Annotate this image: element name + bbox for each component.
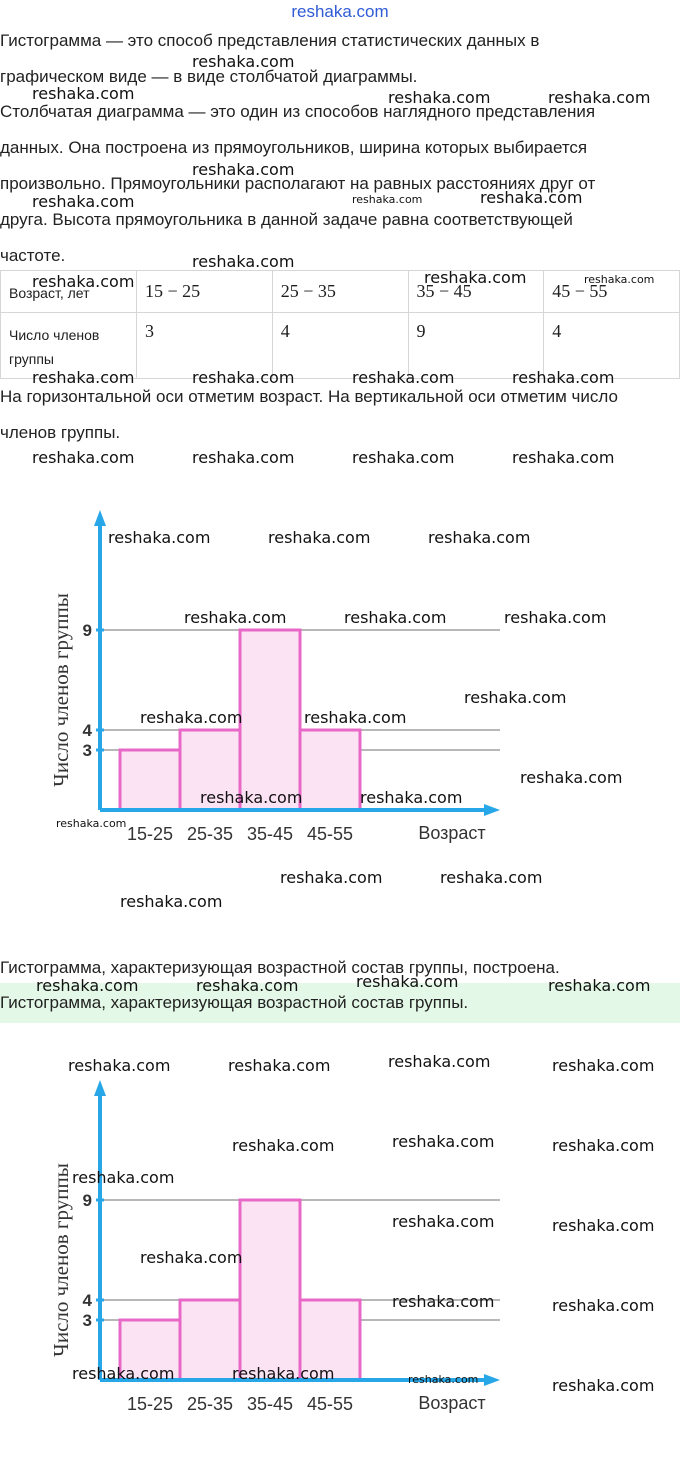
watermark: reshaka.com (140, 1248, 243, 1267)
watermark: reshaka.com (548, 976, 651, 995)
watermark: reshaka.com (200, 788, 303, 807)
watermark: reshaka.com (184, 608, 287, 627)
histogram-bar (240, 1200, 300, 1380)
watermark: reshaka.com (232, 1364, 335, 1383)
y-tick-label: 4 (82, 721, 92, 740)
watermark: reshaka.com (192, 368, 295, 387)
conclusion-text: Гистограмма, характеризующая возрастной состав группы, построена. (0, 958, 560, 977)
watermark: reshaka.com (520, 768, 623, 787)
watermark: reshaka.com (548, 88, 651, 107)
paragraph-line: частоте. (0, 246, 66, 265)
x-tick-label: 15-25 (126, 1394, 174, 1414)
histogram-bar (120, 750, 180, 810)
paragraph-line: членов группы. (0, 423, 121, 442)
table-header-count: Число членов группы (1, 313, 137, 379)
watermark: reshaka.com (392, 1132, 495, 1151)
watermark: reshaka.com (68, 1056, 171, 1075)
site-link[interactable]: reshaka.com (291, 2, 389, 21)
y-axis-label: Число членов группы (49, 1163, 73, 1357)
x-axis-label: Возраст (418, 1393, 486, 1413)
x-tick-label: 35-45 (246, 824, 294, 844)
watermark: reshaka.com (56, 817, 127, 830)
x-axis-arrow (484, 804, 500, 816)
y-tick-label: 3 (82, 741, 92, 760)
watermark: reshaka.com (32, 368, 135, 387)
watermark: reshaka.com (196, 976, 299, 995)
watermark: reshaka.com (268, 528, 371, 547)
y-axis-label: Число членов группы (49, 593, 73, 787)
watermark: reshaka.com (584, 273, 655, 286)
paragraph-line: Гистограмма — это способ представления статистических данных в (0, 31, 540, 50)
watermark: reshaka.com (232, 1136, 335, 1155)
watermark: reshaka.com (512, 448, 615, 467)
watermark: reshaka.com (344, 608, 447, 627)
x-tick-label: 45-55 (306, 1394, 354, 1414)
watermark: reshaka.com (408, 1373, 479, 1386)
watermark: reshaka.com (72, 1364, 175, 1383)
watermark: reshaka.com (388, 88, 491, 107)
watermark: reshaka.com (392, 1212, 495, 1231)
watermark: reshaka.com (192, 52, 295, 71)
paragraph-line: Столбчатая диаграмма — это один из способов наглядного представления (0, 102, 596, 121)
histogram-bar (300, 730, 360, 810)
watermark: reshaka.com (552, 1376, 655, 1395)
histogram-chart-1 (0, 500, 680, 860)
watermark: reshaka.com (552, 1216, 655, 1235)
watermark: reshaka.com (192, 448, 295, 467)
x-tick-label: 25-35 (186, 1394, 234, 1414)
y-tick-label: 9 (82, 621, 92, 640)
table-cell-range: 35 − 45 (408, 271, 544, 313)
x-tick-label: 35-45 (246, 1394, 294, 1414)
watermark: reshaka.com (192, 160, 295, 179)
histogram-bar (180, 1300, 240, 1380)
watermark: reshaka.com (352, 368, 455, 387)
x-axis-arrow (484, 1374, 500, 1386)
y-tick-label: 3 (82, 1311, 92, 1330)
watermark: reshaka.com (392, 1292, 495, 1311)
watermark: reshaka.com (280, 868, 383, 887)
watermark: reshaka.com (120, 892, 223, 911)
y-axis-arrow (94, 1080, 106, 1096)
paragraph-line: графическом виде — в виде столбчатой диаграммы. (0, 67, 418, 86)
watermark: reshaka.com (552, 1056, 655, 1075)
x-axis-label: Возраст (418, 823, 486, 843)
answer-text: Гистограмма, характеризующая возрастной состав группы. (0, 993, 469, 1012)
table-header-age: Возраст, лет (1, 271, 137, 313)
watermark: reshaka.com (424, 268, 527, 287)
paragraph-line: произвольно. Прямоугольники располагают на равных расстояниях друг от (0, 174, 596, 193)
watermark: reshaka.com (32, 192, 135, 211)
watermark: reshaka.com (32, 272, 135, 291)
watermark: reshaka.com (360, 788, 463, 807)
watermark: reshaka.com (352, 193, 423, 206)
table-cell-count: 4 (272, 313, 408, 379)
watermark: reshaka.com (428, 528, 531, 547)
table-cell-count: 9 (408, 313, 544, 379)
table-cell-range: 15 − 25 (137, 271, 273, 313)
table-cell-range: 25 − 35 (272, 271, 408, 313)
x-tick-label: 45-55 (306, 824, 354, 844)
y-axis-arrow (94, 510, 106, 526)
watermark: reshaka.com (352, 448, 455, 467)
paragraph-line: На горизонтальной оси отметим возраст. На вертикальной оси отметим число (0, 387, 618, 406)
watermark: reshaka.com (512, 368, 615, 387)
watermark: reshaka.com (72, 1168, 175, 1187)
watermark: reshaka.com (228, 1056, 331, 1075)
histogram-bar (240, 630, 300, 810)
y-tick-label: 4 (82, 1291, 92, 1310)
watermark: reshaka.com (440, 868, 543, 887)
watermark: reshaka.com (32, 84, 135, 103)
table-cell-count: 3 (137, 313, 273, 379)
table-cell-count: 4 (544, 313, 680, 379)
watermark: reshaka.com (480, 188, 583, 207)
x-tick-label: 15-25 (126, 824, 174, 844)
watermark: reshaka.com (140, 708, 243, 727)
watermark: reshaka.com (192, 252, 295, 271)
watermark: reshaka.com (552, 1296, 655, 1315)
y-tick-label: 9 (82, 1191, 92, 1210)
watermark: reshaka.com (552, 1136, 655, 1155)
watermark: reshaka.com (356, 972, 459, 991)
paragraph-line: друга. Высота прямоугольника в данной задаче равна соответствующей (0, 210, 573, 229)
watermark: reshaka.com (108, 528, 211, 547)
paragraph-line: данных. Она построена из прямоугольников, ширина которых выбирается (0, 138, 588, 157)
watermark: reshaka.com (388, 1052, 491, 1071)
watermark: reshaka.com (32, 448, 135, 467)
watermark: reshaka.com (504, 608, 607, 627)
table-cell-range: 45 − 55 (544, 271, 680, 313)
watermark: reshaka.com (464, 688, 567, 707)
x-tick-label: 25-35 (186, 824, 234, 844)
watermark: reshaka.com (304, 708, 407, 727)
watermark: reshaka.com (36, 976, 139, 995)
